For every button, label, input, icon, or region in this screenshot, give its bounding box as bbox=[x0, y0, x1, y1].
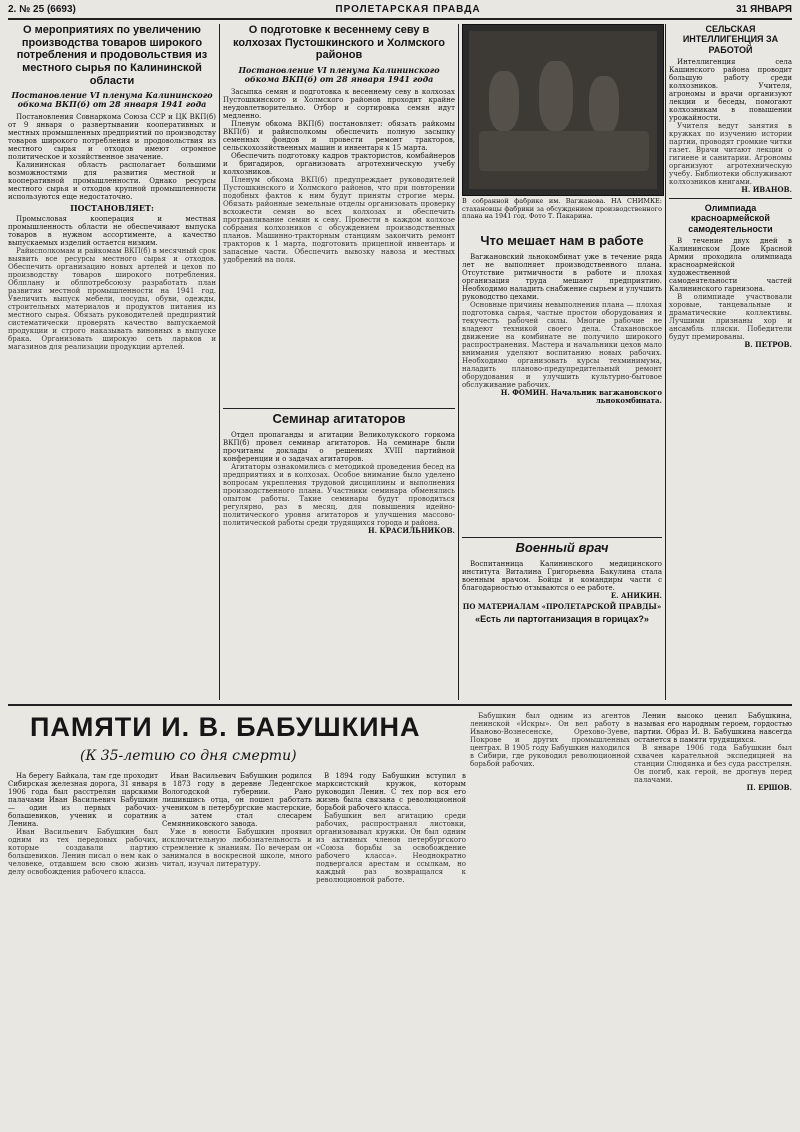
article-sowing-resolution: Постановление VI пленума Калининского обкома ВКП(б) от 28 января 1941 года bbox=[238, 64, 440, 84]
section-rule bbox=[8, 704, 792, 706]
babushkin-filler: Бабушкин был одним из агентов ленинской «Искры». Он вел работу в Иваново-Вознесенске, Орехово-Зуеве, Покрове и других промышленных центрах. В 1905 году Бабушкин находился в Сибири, где руководил революционной борьбой рабочих. bbox=[470, 712, 630, 768]
article-sowing-title: О подготовке к весеннему севу в колхозах Пустошкинского и Холмского районов bbox=[233, 24, 445, 62]
photo-content bbox=[469, 31, 657, 189]
babushkin-filler: В январе 1906 года Бабушкин был схвачен карательной экспедицией на станции Слюдянка и без суда расстрелян. Он погиб, как герой, не дрогнув перед палачами. bbox=[634, 744, 792, 784]
babushkin-col5 bbox=[634, 712, 792, 1124]
article-rule bbox=[669, 198, 792, 199]
masthead-rule bbox=[8, 18, 792, 20]
article-intelligentsia-filler: Учителя ведут занятия в кружках по изучению истории партии, проводят громкие читки газет. Врачи читают лекции о гигиене и санитарии. Агрономы организуют агротехническую учебу. Библиотеки обслуживают колхозников книгами. bbox=[669, 122, 792, 187]
article-intelligentsia-body: Интеллигенция села Кашинского района проводит большую работу среди колхозников. Учителя, агрономы и врачи организуют лекции и беседы, помогают колхозникам в повышении урожайности. bbox=[669, 58, 792, 123]
article-problems bbox=[462, 234, 662, 534]
babushkin-signature: П. ЕРШОВ. bbox=[746, 783, 792, 792]
article-rule bbox=[223, 408, 455, 409]
article-problems-signature: Н. ФОМИН. Начальник вагжановского льнокомбината. bbox=[500, 387, 662, 405]
article-industry-filler: Райисполкомам и райкомам ВКП(б) в месячный срок выявить все ресурсы местного сырья и отходов. Обеспечить организацию новых артелей и цехов по производству товаров широкого потребления. Облплану и облпотребсоюзу разработать план развития местной промышленности на 1941 год. Увеличить выпуск мебели, посуды, обуви, одежды, строительных материалов и продуктов питания из местного сырья. Обязать руководителей предприятий систематически проверять качество выпускаемой продукции и строго наказывать виновных в выпуске брака. Организовать широкую сеть ларьков и магазинов для реализации продукции артелей. bbox=[8, 247, 216, 352]
article-problems-title: Что мешает нам в работе bbox=[480, 234, 644, 248]
article-seminar-filler: Агитаторы ознакомились с методикой проведения бесед на предприятиях и в колхозах. Особое внимание было уделено вопросам укрепления трудовой дисциплины и выполнения производственного плана. Участники семинара обменялись опытом работы. Такие семинары будут проводиться регулярно, раз в месяц, для повышения идейно-политического уровня агитаторов и улучшения массово-политической работы среди трудящихся города и района. bbox=[223, 462, 455, 527]
article-olympiad-signature: В. ПЕТРОВ. bbox=[744, 340, 792, 350]
babushkin-filler: Уже в юности Бабушкин проявил исключительную любознательность и стремление к знаниям. По вечерам он занимался в воскресной школе, много читал, изучал литературу. bbox=[162, 828, 312, 868]
photo-caption: В собранной фабрике им. Вагжанова. НА СНИМКЕ: стахановцы фабрики за обсуждением производственного плана на 1941 год. Фото Т. Пакарина. bbox=[462, 198, 662, 220]
article-seminar bbox=[223, 412, 455, 700]
article-intelligentsia-title: СЕЛЬСКАЯ ИНТЕЛЛИГЕНЦИЯ ЗА РАБОТОЙ bbox=[682, 24, 779, 55]
column-rule bbox=[458, 24, 459, 700]
article-doctor-signature: Е. АНИКИН. bbox=[610, 590, 662, 600]
article-doctor-title: Военный врач bbox=[515, 541, 609, 555]
issue-date: 31 ЯНВАРЯ bbox=[736, 4, 792, 15]
article-industry-resolution: Постановление VI пленума Калининского обкома ВКП(б) от 28 января 1941 года bbox=[11, 90, 213, 110]
babushkin-col3 bbox=[316, 712, 466, 1124]
article-industry-title: О мероприятиях по увеличению производства товаров широкого потребления и продовольствия из местного сырья по Калининской области bbox=[16, 24, 208, 87]
article-doctor-footer-title: «Есть ли партorганизация в горицах?» bbox=[475, 613, 649, 624]
article-industry-body3: Промысловая кооперация и местная промышленность области не обеспечивают выпуска товаров в нужном ассортименте, а качество выпускаемых изделий остается низким. bbox=[8, 215, 216, 248]
spacer bbox=[316, 712, 466, 772]
article-rule bbox=[462, 537, 662, 538]
article-industry-body2: Калининская область располагает большими возможностями для развития местной и кооперативной промышленности. Однако ресурсы местного сырья и отходов крупной промышленности используются еще недостаточно. bbox=[8, 161, 216, 202]
babushkin-filler: Бабушкин вел агитацию среди рабочих, распространял листовки, организовывал кружки. Он был одним из активных членов петербургского «Союза борьбы за освобождение рабочего класса». Неоднократно подвергался арестам и ссылкам, но каждый раз возвращался к революционной работе. bbox=[316, 812, 466, 884]
babushkin-col1 bbox=[8, 772, 158, 1124]
babushkin-filler: Иван Васильевич Бабушкин был одним из тех передовых рабочих, которые создавали партию большевиков. Ленин писал о нем как о человеке, отдавшем всю свою жизнь делу освобождения рабочего класса. bbox=[8, 828, 158, 876]
babushkin-body3: В 1894 году Бабушкин вступил в марксистский кружок, которым руководил Ленин. С тех пор вся его жизнь была связана с революционной борьбой рабочего класса. bbox=[316, 772, 466, 812]
article-seminar-body: Отдел пропаганды и агитации Великолукского горкома ВКП(б) провел семинар агитаторов. На семинаре были прочитаны доклады о решениях XVIII партийной конференции и о задачах агитаторов. bbox=[223, 430, 455, 463]
article-industry bbox=[8, 24, 216, 700]
article-sowing-body3: Обеспечить подготовку кадров трактористов, комбайнеров и бригадиров, организовать агротехническую учебу колхозников. bbox=[223, 151, 455, 176]
photo-figure bbox=[589, 76, 619, 134]
masthead bbox=[8, 4, 792, 18]
babushkin-col4 bbox=[470, 712, 630, 1124]
article-intelligentsia bbox=[669, 24, 792, 700]
article-industry-heading: ПОСТАНОВЛЯЕТ: bbox=[70, 203, 154, 214]
article-olympiad-filler: В олимпиаде участвовали хоровые, танцевальные и драматические коллективы. Лучшими признаны хор и ансамбль пляски. Победители будут премированы. bbox=[669, 293, 792, 342]
babushkin-col2 bbox=[162, 712, 312, 1124]
factory-photo bbox=[462, 24, 664, 196]
babushkin-body2: Иван Васильевич Бабушкин родился в 1873 году в деревне Леденгское Вологодской губернии. Рано лишившись отца, он пошел работать учеником в петербургские мастерские, а затем стал слесарем Семянниковского завода. bbox=[162, 772, 312, 828]
article-seminar-title: Семинар агитаторов bbox=[272, 412, 406, 426]
article-doctor bbox=[462, 541, 662, 700]
article-problems-body: Вагжановский льнокомбинат уже в течение ряда лет не выполняет производственного плана. Отсутствие ритмичности в работе и плохая организация труда мешают предприятию. Необходимо наладить снабжение сырьем и улучшить руководство цехами. bbox=[462, 252, 662, 301]
babushkin-subtitle: (К 35-летию со дня смерти) bbox=[80, 748, 297, 764]
column-rule bbox=[665, 24, 666, 700]
photo-table bbox=[479, 131, 649, 171]
article-olympiad-body: В течение двух дней в Калининском Доме Красной Армии проходила олимпиада красноармейской художественной самодеятельности частей Калининского гарнизона. bbox=[669, 237, 792, 294]
babushkin-title: ПАМЯТИ И. В. БАБУШКИНА bbox=[30, 712, 421, 742]
article-intelligentsia-signature: Н. ИВАНОВ. bbox=[741, 185, 792, 195]
newspaper-name: ПРОЛЕТАРСКАЯ ПРАВДА bbox=[335, 4, 481, 15]
babushkin-body4: Ленин высоко ценил Бабушкина, называя его народным героем, гордостью партии. Образ И. В. Бабушкина навсегда останется в памяти трудящихся. bbox=[634, 712, 792, 744]
article-doctor-body: Воспитанница Калининского медицинского института Виталина Григорьевна Бакулина стала военным врачом. Бойцы и командиры части с благодарностью отзываются о ее работе. bbox=[462, 559, 662, 592]
article-seminar-signature: Н. КРАСИЛЬНИКОВ. bbox=[367, 525, 455, 535]
photo-figure bbox=[489, 71, 519, 131]
article-sowing-body1: Засыпка семян и подготовка к весеннему севу в колхозах Пустошкинского и Холмского районов проходит крайне неудовлетворительно. Отбор и сортировка семян идут медленно. bbox=[223, 87, 455, 120]
column-rule bbox=[219, 24, 220, 700]
article-sowing-body2: Пленум обкома ВКП(б) постановляет: обязать райкомы ВКП(б) и райисполкомы обеспечить полную засыпку семенных фондов и провести ремонт тракторов, сельскохозяйственных машин и инвентаря к 15 марта. bbox=[223, 119, 455, 152]
issue-number: 2. № 25 (6693) bbox=[8, 4, 76, 15]
spacer bbox=[162, 712, 312, 772]
article-sowing bbox=[223, 24, 455, 404]
article-problems-filler: Основные причины невыполнения плана — плохая подготовка сырья, частые простои оборудования и текучесть рабочей силы. Многие рабочие не владеют техникой своего дела. Стахановское движение на комбинате не получило широкого распространения. Мастера и начальники цехов мало внимания уделяют воспитанию новых рабочих. Необходимо организовать курсы техминимума, наладить планово-предупредительный ремонт оборудования и улучшить культурно-бытовое обслуживание рабочих. bbox=[462, 300, 662, 389]
article-doctor-footer: ПО МАТЕРИАЛАМ «ПРОЛЕТАРСКОЙ ПРАВДЫ» bbox=[462, 601, 662, 611]
article-industry-body1: Постановления Совнаркома Союза ССР и ЦК ВКП(б) от 9 января о развертывании кооперативных и местных промышленных предприятий по производству товаров широкого потребления и продовольствия из местного сырья и отходов имеют огромное политическое и хозяйственное значение. bbox=[8, 113, 216, 162]
article-olympiad-title: Олимпиада красноармейской самодеятельности bbox=[688, 203, 773, 234]
photo-figure bbox=[539, 61, 573, 131]
article-sowing-filler: Пленум обкома ВКП(б) предупреждает руководителей Пустошкинского и Холмского районов, что при повторении подобных фактов к ним будут приняты строгие меры. Обязать районные земельные отделы организовать проверку всхожести семян во всех колхозах и обеспечить протравливание семян к севу. Провести в каждом колхозе собрания колхозников с обсуждением производственных планов. Машинно-тракторным станциям закончить ремонт тракторов к 1 марта, подготовить прицепной инвентарь и запасные части. Обеспечить вывозку навоза и местных удобрений на поля. bbox=[223, 175, 455, 264]
babushkin-body1: На берегу Байкала, там где проходит Сибирская железная дорога, 31 января 1906 года был расстрелян царскими палачами Иван Васильевич Бабушкин — один из первых рабочих-большевиков, ученик и соратник Ленина. bbox=[8, 772, 158, 828]
